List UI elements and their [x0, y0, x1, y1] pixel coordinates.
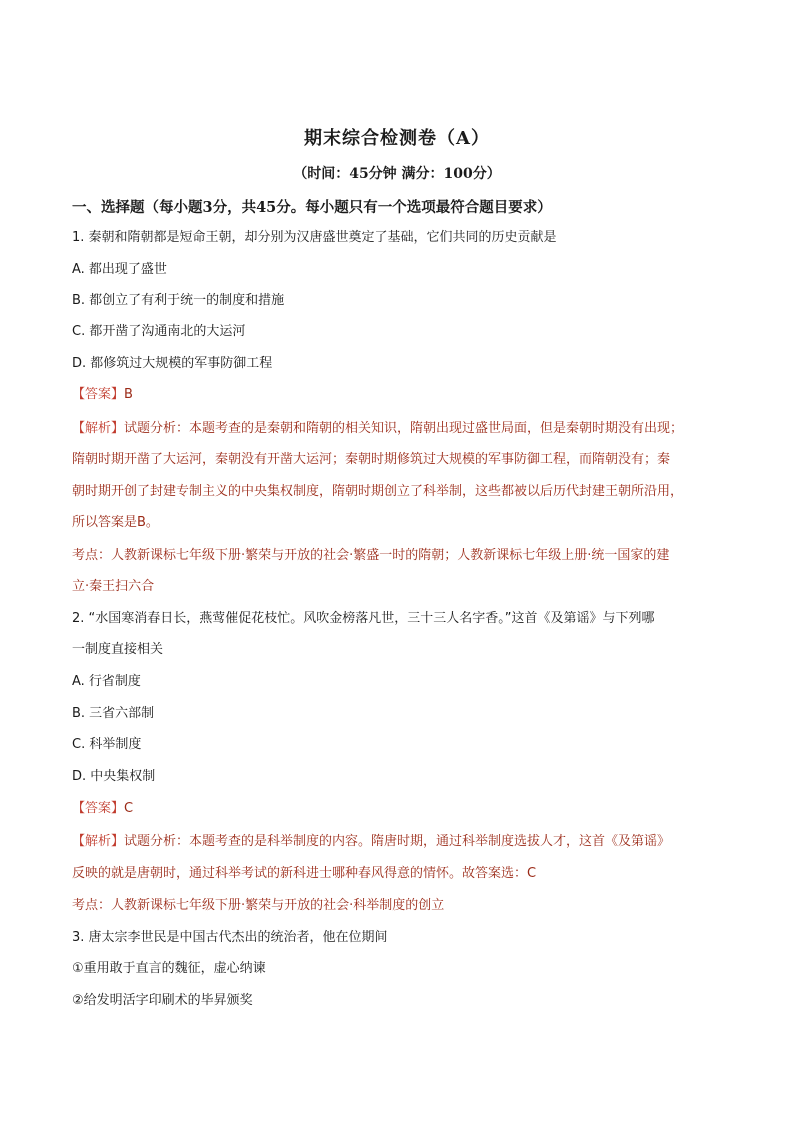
q2-analysis-line-1: [72, 833, 670, 851]
section-title: 一、选择题（每小题3分，共45分。每小题只有一个选项最符合题目要求）: [72, 199, 552, 216]
answer-tag: 【答案】: [72, 801, 125, 816]
q1-analysis-line-2: 隋朝时期开凿了大运河，秦朝没有开凿大运河；秦朝时期修筑过大规模的军事防御工程，而隋朝没有；秦: [72, 452, 671, 467]
q1-kaodian-line-1: 考点：人教新课标七年级下册·繁荣与开放的社会·繁盛一时的隋朝；人教新课标七年级上册·统一国家的建: [72, 548, 670, 563]
q2-kaodian-line-1: 考点：人教新课标七年级下册·繁荣与开放的社会·科举制度的创立: [72, 898, 445, 913]
page-title: 期末综合检测卷（A）: [304, 128, 490, 149]
answer-value: B: [124, 387, 133, 402]
q2-option-b: B. 三省六部制: [72, 706, 155, 721]
question-1-stem: 1. 秦朝和隋朝都是短命王朝，却分别为汉唐盛世奠定了基础，它们共同的历史贡献是: [72, 230, 557, 245]
q1-analysis-line-3: 朝时期开创了封建专制主义的中央集权制度，隋朝时期创立了科举制，这些都被以后历代封建王朝所沿用，: [72, 484, 684, 499]
q1-kaodian-line-2: 立·秦王扫六合: [72, 579, 155, 594]
q1-option-b: B. 都创立了有利于统一的制度和措施: [72, 293, 285, 308]
exam-info: （时间：45分钟 满分：100分）: [293, 166, 501, 182]
q1-analysis-line-4: 所以答案是B。: [72, 515, 159, 530]
answer-value: C: [124, 801, 134, 816]
q2-option-a: A. 行省制度: [72, 674, 141, 689]
question-2-stem-line-1: 2. “水国寒消春日长，燕莺催促花枝忙。风吹金榜落凡世，三十三人名字香。”这首《及第谣》与下列哪: [72, 611, 655, 626]
q3-item-1: ①重用敢于直言的魏征，虚心纳谏: [72, 961, 266, 976]
q1-analysis-line-1: [72, 420, 683, 438]
q1-answer: [72, 386, 133, 404]
answer-tag: 【答案】: [72, 387, 125, 402]
analysis-text: 试题分析：本题考查的是科举制度的内容。隋唐时期，通过科举制度选拔人才，这首《及第谣》: [124, 834, 671, 849]
analysis-tag: 【解析】: [72, 834, 125, 849]
question-2-stem-line-2: 一制度直接相关: [72, 642, 164, 657]
q1-option-c: C. 都开凿了沟通南北的大运河: [72, 324, 246, 339]
q2-option-d: D. 中央集权制: [72, 769, 156, 784]
analysis-tag: 【解析】: [72, 421, 125, 436]
q2-option-c: C. 科举制度: [72, 737, 142, 752]
q1-option-a: A. 都出现了盛世: [72, 262, 167, 277]
q1-option-d: D. 都修筑过大规模的军事防御工程: [72, 356, 273, 371]
q3-item-2: ②给发明活字印刷术的毕昇颁奖: [72, 993, 253, 1008]
q2-answer: [72, 800, 133, 818]
analysis-text: 试题分析：本题考查的是秦朝和隋朝的相关知识，隋朝出现过盛世局面，但是秦朝时期没有出现；: [124, 421, 684, 436]
q2-analysis-line-2: 反映的就是唐朝时，通过科举考试的新科进士哪种春风得意的情怀。故答案选：C: [72, 866, 537, 881]
question-3-stem: 3. 唐太宗李世民是中国古代杰出的统治者，他在位期间: [72, 930, 388, 945]
